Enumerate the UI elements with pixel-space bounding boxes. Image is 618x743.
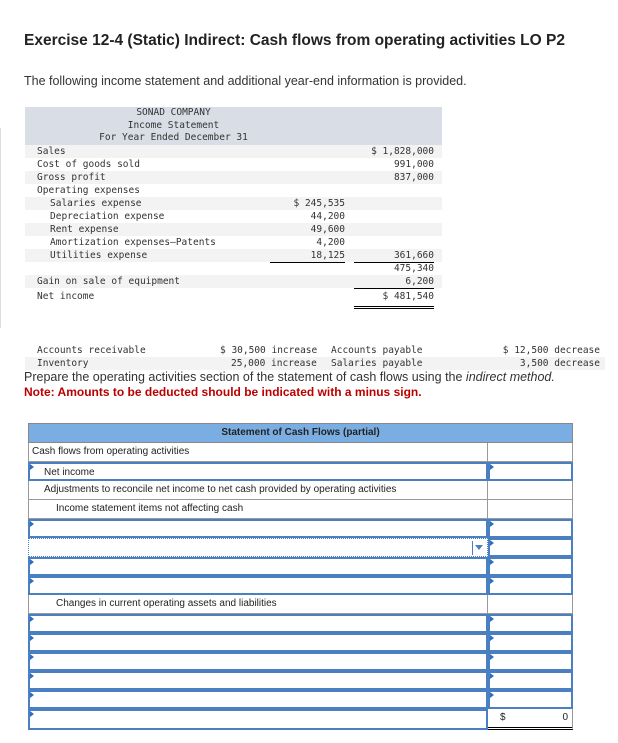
change-label-input[interactable]: [28, 690, 488, 709]
row-label: Gain on sale of equipment: [37, 276, 180, 287]
net-income-amount-input[interactable]: [488, 462, 573, 481]
adjustment-amount-input[interactable]: [488, 538, 573, 557]
additional-info: [25, 344, 605, 370]
adjustment-label-input[interactable]: [28, 576, 488, 595]
adjustment-label-input[interactable]: [28, 519, 488, 538]
row-label: Utilities expense: [50, 250, 148, 261]
note: Note: Amounts to be deducted should be indicated with a minus sign.: [24, 385, 422, 399]
company-name: SONAD COMPANY: [136, 107, 211, 118]
adjustments-label: Adjustments to reconcile net income to net cash provided by operating activities: [28, 481, 488, 500]
instructions-text: Prepare the operating activities section of the statement of cash flows using the: [24, 370, 466, 384]
change-amount-input[interactable]: [488, 652, 573, 671]
row-label: Gross profit: [37, 172, 106, 183]
adjustment-label-input[interactable]: [28, 557, 488, 576]
row-total: 475,340: [393, 263, 434, 274]
change-label-input[interactable]: [28, 633, 488, 652]
exercise-title: Exercise 12-4 (Static) Indirect: Cash flows from operating activities LO P2: [24, 32, 565, 49]
row-label: Depreciation expense: [50, 211, 165, 222]
net-income-label: Net income: [28, 462, 488, 481]
item-value: 25,000 increase: [231, 358, 317, 369]
row-value: 18,125: [270, 249, 345, 263]
additional-row: [25, 344, 605, 357]
items-not-affecting-label: Income statement items not affecting cash: [28, 500, 488, 519]
change-amount-input[interactable]: [488, 633, 573, 652]
cash-flow-statement: [28, 423, 573, 730]
currency-symbol: $: [500, 712, 506, 723]
change-label-input[interactable]: [28, 614, 488, 633]
change-amount-input[interactable]: [488, 690, 573, 709]
item-value: 3,500 decrease: [519, 358, 600, 369]
income-statement-row: [25, 197, 442, 210]
additional-row: [25, 357, 605, 370]
income-statement-row: [25, 275, 442, 288]
row-total: $ 481,540: [354, 288, 434, 309]
row-label: Amortization expenses—Patents: [50, 237, 216, 248]
row-label: Operating expenses: [37, 185, 140, 196]
income-statement: [25, 107, 442, 308]
change-label-input[interactable]: [28, 671, 488, 690]
empty-cell: [488, 595, 573, 614]
item-value: $ 12,500 decrease: [502, 345, 600, 356]
income-statement-row: [25, 262, 442, 275]
row-value: 49,600: [310, 224, 345, 235]
row-total: 361,660: [354, 249, 434, 263]
income-statement-row: [25, 158, 442, 171]
adjustment-amount-input[interactable]: [488, 576, 573, 595]
statement-period: For Year Ended December 31: [99, 132, 248, 143]
row-value: 44,200: [310, 211, 345, 222]
empty-cell: [488, 500, 573, 519]
income-statement-row: [25, 210, 442, 223]
instructions: [24, 370, 555, 384]
income-statement-row: [25, 223, 442, 236]
income-statement-row: [25, 184, 442, 197]
item-label: Accounts receivable: [37, 345, 146, 356]
dropdown-separator: [472, 541, 473, 555]
income-statement-row: [25, 171, 442, 184]
adjustment-label-dropdown[interactable]: [28, 538, 488, 557]
empty-cell: [488, 481, 573, 500]
changes-label: Changes in current operating assets and liabilities: [28, 595, 488, 614]
row-total: 837,000: [393, 172, 434, 183]
item-value: $ 30,500 increase: [220, 345, 318, 356]
intro-text: The following income statement and additional year-end information is provided.: [24, 74, 467, 88]
row-total: 991,000: [354, 158, 434, 172]
adjustment-amount-input[interactable]: [488, 557, 573, 576]
item-label: Accounts payable: [331, 345, 423, 356]
change-amount-input[interactable]: [488, 671, 573, 690]
row-total: 6,200: [354, 275, 434, 289]
item-label: Salaries payable: [331, 358, 423, 369]
row-value: 4,200: [316, 237, 345, 248]
income-statement-row: [25, 145, 442, 158]
change-amount-input[interactable]: [488, 614, 573, 633]
row-total: $ 1,828,000: [371, 146, 434, 157]
total-amount: [488, 709, 573, 730]
divider: [0, 128, 1, 328]
row-label: Cost of goods sold: [37, 159, 140, 170]
item-label: Inventory: [37, 358, 89, 369]
income-statement-row: [25, 249, 442, 262]
statement-name: Income Statement: [127, 119, 220, 131]
total-label-input[interactable]: [28, 709, 488, 730]
change-label-input[interactable]: [28, 652, 488, 671]
row-value: $ 245,535: [293, 198, 345, 209]
row-label: Rent expense: [50, 224, 119, 235]
chevron-down-icon[interactable]: [475, 545, 483, 550]
adjustment-amount-input[interactable]: [488, 519, 573, 538]
income-statement-row: [25, 288, 442, 308]
row-label: Net income: [37, 291, 95, 302]
row-label: Salaries expense: [50, 198, 142, 209]
total-value: 0: [562, 712, 568, 723]
section-label: Cash flows from operating activities: [28, 443, 488, 462]
method-text: indirect method.: [465, 370, 555, 384]
empty-cell: [488, 443, 573, 462]
cash-flow-header: Statement of Cash Flows (partial): [28, 423, 573, 443]
income-statement-header: [25, 107, 442, 145]
row-label: Sales: [37, 146, 66, 157]
income-statement-row: [25, 236, 442, 249]
